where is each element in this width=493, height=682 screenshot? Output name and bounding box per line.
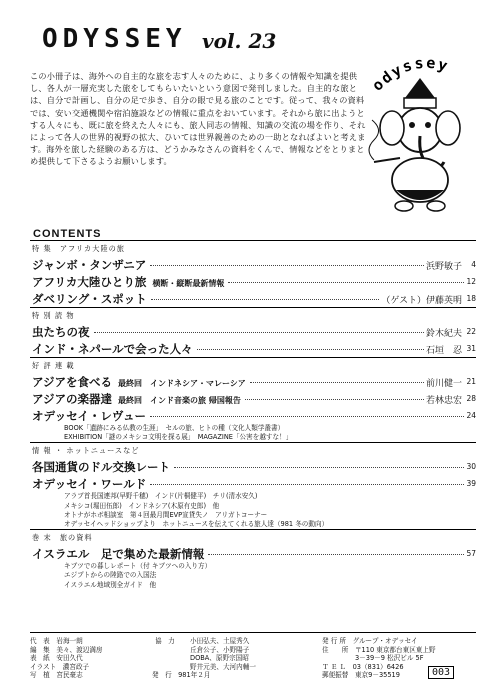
credit-line: Ｔ Ｅ Ｌ 03（831）6426 bbox=[322, 662, 404, 671]
toc-leader-dots bbox=[250, 382, 424, 383]
credit-line: DOBA、原野宗国昭 bbox=[190, 654, 249, 663]
toc-entry-title: ダベリング・スポット bbox=[32, 292, 147, 306]
section-label: 特 集 アフリカ大陸の旅 bbox=[30, 240, 476, 256]
toc-entry-title: ジャンボ・タンザニア bbox=[32, 258, 147, 272]
toc-entry-detail: オデッセイヘッドショップより ホットニュースを伝えてくれる旅人達（981 冬の動向） bbox=[64, 520, 329, 529]
issue-date-line bbox=[152, 671, 310, 680]
credit-line: 編 集 美々、渡辺満房 bbox=[30, 645, 103, 654]
section-label: 情 報 ・ ホットニュースなど bbox=[30, 442, 476, 458]
table-of-contents bbox=[30, 240, 476, 590]
toc-entry-author: 石垣 忍 bbox=[425, 346, 462, 356]
toc-entry-subtitle: 最終回 インドネシア・マレーシア bbox=[118, 379, 246, 388]
credit-line: 表 紙 安田久代 bbox=[30, 654, 83, 663]
credit-line: 住 所 〒110 東京都台東区東上野 bbox=[322, 645, 436, 654]
toc-entry-page: 12 bbox=[466, 277, 476, 286]
credit-line: 郵便振替 東京9－35519 bbox=[322, 671, 400, 680]
toc-entry-page: 39 bbox=[466, 479, 476, 489]
logo-text: odyssey bbox=[368, 53, 452, 95]
toc-leader-dots bbox=[245, 399, 424, 400]
toc-leader-dots bbox=[150, 265, 424, 266]
credit-line: 3－39－9 松沢ビル 5F bbox=[322, 654, 424, 663]
toc-leader-dots bbox=[174, 467, 464, 468]
toc-entry-title-line bbox=[32, 324, 90, 340]
toc-entry-detail: キブツでの暮しレポート（付 キブツへの入り方） bbox=[64, 562, 212, 571]
section-label: 特 別 読 物 bbox=[30, 307, 476, 323]
toc-entry-page: 22 bbox=[466, 327, 476, 336]
toc-entry-page: 57 bbox=[466, 549, 476, 559]
toc-entry-detail: BOOK「遺跡にみる仏教の生涯」 セルの旅、ヒトの種（文化人類学叢書） bbox=[64, 424, 285, 432]
page-number: 003 bbox=[428, 666, 454, 679]
toc-entry-title: 虫たちの夜 bbox=[32, 325, 90, 339]
toc-entry-subtitle: 最終回 インド音楽の旅 帰国報告 bbox=[118, 396, 241, 405]
toc-entry-page: 4 bbox=[471, 260, 476, 269]
toc-entry bbox=[30, 256, 476, 273]
section-label: 巻 末 旅の資料 bbox=[30, 529, 476, 545]
toc-entry-author: （ゲスト）伊藤英明 bbox=[381, 296, 462, 306]
toc-entry-title: イスラエル 足で集めた最新情報 bbox=[32, 547, 205, 562]
toc-entry-title: アジアを食べる bbox=[32, 375, 113, 389]
toc-entry bbox=[30, 273, 476, 290]
toc-entry bbox=[30, 545, 476, 562]
toc-entry-title: オデッセイ・レヴュー bbox=[32, 409, 146, 423]
toc-entry-detail: EXHIBITION「謎のメキシコ文明を探る展」 MAGAZINE「公害を越すな！」 bbox=[64, 433, 293, 442]
toc-entry-author: 若林忠宏 bbox=[425, 396, 462, 406]
toc-entry-page: 28 bbox=[466, 394, 476, 403]
issue-label: 発 行 bbox=[152, 671, 172, 680]
toc-entry-title-line bbox=[32, 341, 193, 357]
toc-entry-detail: イスラエル地域別全ガイド 他 bbox=[64, 580, 157, 589]
toc-entry bbox=[30, 458, 476, 475]
toc-leader-dots bbox=[228, 282, 464, 283]
toc-entry-author: 前川健一 bbox=[425, 379, 462, 389]
toc-entry-author: 鈴木紀夫 bbox=[425, 329, 462, 339]
toc-leader-dots bbox=[94, 332, 424, 333]
toc-entry-title-line bbox=[32, 476, 146, 492]
toc-entry-title-line bbox=[32, 291, 147, 307]
toc-entry bbox=[30, 390, 476, 407]
toc-entry-detail: オトナがホボ相談室 第４回最月間EVP宣貸失ノ アリガトコーナー bbox=[64, 510, 268, 519]
toc-entry-detail: アラブ首長国連邦(早野千穂) インド(片桐健平) チリ(清水安久) bbox=[64, 492, 258, 501]
toc-entry-title-line bbox=[32, 374, 246, 390]
credit-line: イラスト 濃宮政子 bbox=[30, 662, 90, 671]
toc-entry-title-line bbox=[32, 546, 204, 562]
toc-entry-title-line bbox=[32, 257, 146, 273]
toc-entry-page: 30 bbox=[466, 462, 476, 472]
credit-line: 野井元美、大河内輔一 bbox=[190, 662, 256, 671]
toc-entry-page: 18 bbox=[466, 294, 476, 303]
toc-entry-detail: エジプトからの陸路での入国法 bbox=[64, 571, 157, 580]
toc-leader-dots bbox=[208, 554, 464, 555]
issue-date: 981年２月 bbox=[178, 671, 211, 680]
toc-leader-dots bbox=[197, 349, 424, 350]
volume-number: vol. 23 bbox=[202, 29, 277, 53]
masthead-title: ODYSSEY bbox=[42, 24, 187, 54]
toc-entry bbox=[30, 340, 476, 357]
ganesha-logo-illustration bbox=[360, 40, 480, 220]
toc-entry-title-line bbox=[32, 459, 170, 475]
toc-leader-dots bbox=[150, 416, 464, 417]
toc-entry bbox=[30, 373, 476, 390]
intro-text: この小冊子は、海外への自主的な旅を志す人々のために、より多くの情報や知識を提供し、各人が一層充実した旅をしてもらいたいという意図で発刊しました。自主的な旅とは、自分で計画し、自分の足で歩き、自分の眼で見る旅のことです。従って、我々の資料では、安い交通機関や宿泊施設などの情報に重点をおいています。それから旅に出ようとする人々にも、既に旅を終えた人々にも、旅人同志の情報、知識の交流の場を作り、それによって各人の世界的視野の拡大、ひいては世界親善のための一助となればよいと考えます。海外を旅した経験のある方は、どうかみなさんの資料をくんで、情報などをとりまとめ提供して下さるようお願いします。 bbox=[30, 71, 366, 167]
toc-entry-title: インド・ネパールで会った人々 bbox=[32, 342, 193, 356]
toc-entry-author: 浜野敏子 bbox=[425, 262, 462, 272]
toc-leader-dots bbox=[150, 484, 464, 485]
credits-staff bbox=[30, 637, 150, 680]
toc-entry-page: 24 bbox=[466, 411, 476, 420]
credits-cooperation-label: 協 力 bbox=[155, 637, 175, 645]
masthead bbox=[42, 24, 292, 58]
credit-line: 丘倉公子、小野陽子 bbox=[190, 645, 250, 654]
toc-entry-title: アフリカ大陸ひとり旅 bbox=[32, 275, 147, 289]
toc-entry bbox=[30, 475, 476, 492]
svg-text:odyssey bbox=[368, 54, 451, 95]
credit-line: 発 行 所 グループ・オデッセイ bbox=[322, 637, 418, 645]
toc-entry bbox=[30, 323, 476, 340]
credit-line: 小田弘夫、土屋秀久 bbox=[190, 637, 250, 645]
toc-entry-page: 31 bbox=[466, 344, 476, 353]
toc-entry-title: アジアの楽器達 bbox=[32, 392, 113, 406]
toc-entry-title: オデッセイ・ワールド bbox=[32, 477, 147, 492]
toc-entry-title-line bbox=[32, 408, 146, 424]
credit-line: 写 植 宮民豪志 bbox=[30, 671, 83, 680]
credit-line: 代 表 岩海一朗 bbox=[30, 637, 83, 645]
toc-entry-page: 21 bbox=[466, 377, 476, 386]
toc-entry-title: 各国通貨のドル交換レート bbox=[32, 460, 170, 475]
section-label: 好 評 連 載 bbox=[30, 357, 476, 373]
toc-entry-detail: メキシコ(堀田伍郎) インドネシア(木原有史郎) 他 bbox=[64, 501, 220, 510]
toc-entry bbox=[30, 290, 476, 307]
toc-entry bbox=[30, 407, 476, 424]
toc-entry-title-line bbox=[32, 274, 224, 290]
toc-entry-title-line bbox=[32, 391, 241, 407]
toc-leader-dots bbox=[151, 299, 379, 300]
contents-heading: CONTENTS bbox=[33, 228, 102, 240]
toc-entry-subtitle: 横断・縦断最新情報 bbox=[152, 279, 225, 288]
